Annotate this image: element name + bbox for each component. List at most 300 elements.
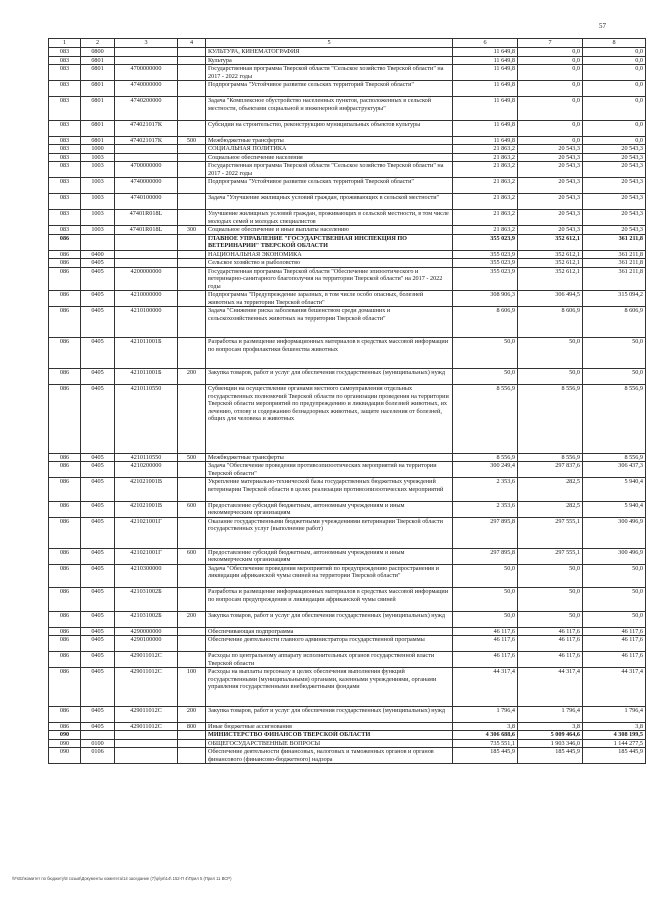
admin-code-cell: 086 bbox=[49, 385, 81, 454]
amount-2020-cell: 11 649,8 bbox=[453, 81, 518, 97]
footer-file-path: \\Fs02\комитет по бюджету\8 созыв\Документы комитета\14 заседание (7)\р\ув\14\ 152-П 4\Прил 5 (Прил 11 ВСР) bbox=[12, 876, 232, 881]
target-article-cell: 421011001Б bbox=[115, 369, 178, 385]
amount-2020-cell: 11 649,8 bbox=[453, 97, 518, 121]
description-cell: Оказание государственными бюджетными учреждениями ветеринарии Тверской области государственных услуг (выполнение работ) bbox=[206, 517, 453, 548]
description-cell: Закупка товаров, работ и услуг для обеспечения государственных (муниципальных) нужд bbox=[206, 706, 453, 722]
admin-code-cell: 086 bbox=[49, 706, 81, 722]
expense-type-cell bbox=[178, 250, 206, 259]
description-cell: Сельское хозяйство и рыболовство bbox=[206, 259, 453, 268]
admin-code-cell: 090 bbox=[49, 748, 81, 764]
table-row bbox=[49, 307, 646, 338]
section-code-cell: 0801 bbox=[81, 56, 115, 65]
target-article-cell bbox=[115, 56, 178, 65]
description-cell: Расходы по центральному аппарату исполнительных органов государственной власти Тверской области bbox=[206, 652, 453, 668]
target-article-cell: 4210100000 bbox=[115, 307, 178, 338]
section-code-cell bbox=[81, 234, 115, 250]
admin-code-cell: 083 bbox=[49, 210, 81, 226]
amount-2020-cell: 11 649,8 bbox=[453, 136, 518, 145]
description-cell: Социальное обеспечение и иные выплаты населению bbox=[206, 226, 453, 235]
amount-2022-cell: 50,0 bbox=[583, 338, 646, 369]
admin-code-cell: 086 bbox=[49, 517, 81, 548]
admin-code-cell: 086 bbox=[49, 291, 81, 307]
description-cell: Государственная программа Тверской области "Сельское хозяйство Тверской области" на 2017 - 2022 годы bbox=[206, 162, 453, 178]
admin-code-cell: 083 bbox=[49, 65, 81, 81]
amount-2021-cell: 5 009 464,6 bbox=[518, 731, 583, 740]
amount-2021-cell: 44 317,4 bbox=[518, 668, 583, 707]
section-code-cell: 0801 bbox=[81, 136, 115, 145]
expense-type-cell bbox=[178, 385, 206, 454]
expense-type-cell: 200 bbox=[178, 706, 206, 722]
expense-type-cell bbox=[178, 307, 206, 338]
target-article-cell bbox=[115, 259, 178, 268]
amount-2021-cell: 50,0 bbox=[518, 564, 583, 588]
amount-2021-cell: 0,0 bbox=[518, 56, 583, 65]
expense-type-cell: 500 bbox=[178, 453, 206, 462]
description-cell: Задача "Комплексное обустройство населенных пунктов, расположенных в сельской местности, объектами социальной и инженерной инфраструктуры" bbox=[206, 97, 453, 121]
target-article-cell bbox=[115, 48, 178, 57]
table-row bbox=[49, 668, 646, 707]
amount-2020-cell: 1 796,4 bbox=[453, 706, 518, 722]
section-code-cell: 0405 bbox=[81, 517, 115, 548]
amount-2020-cell: 355 023,9 bbox=[453, 234, 518, 250]
amount-2020-cell: 21 863,2 bbox=[453, 194, 518, 210]
description-cell: Закупка товаров, работ и услуг для обеспечения государственных (муниципальных) нужд bbox=[206, 611, 453, 627]
amount-2021-cell: 0,0 bbox=[518, 136, 583, 145]
amount-2020-cell: 2 353,6 bbox=[453, 501, 518, 517]
section-code-cell: 1003 bbox=[81, 162, 115, 178]
header-cell-8: 8 bbox=[583, 39, 646, 48]
amount-2021-cell: 185 445,9 bbox=[518, 748, 583, 764]
table-row bbox=[49, 259, 646, 268]
description-cell: МИНИСТЕРСТВО ФИНАНСОВ ТВЕРСКОЙ ОБЛАСТИ bbox=[206, 731, 453, 740]
expense-type-cell bbox=[178, 652, 206, 668]
header-cell-2: 2 bbox=[81, 39, 115, 48]
expense-type-cell bbox=[178, 478, 206, 502]
amount-2022-cell: 361 211,8 bbox=[583, 259, 646, 268]
table-row bbox=[49, 453, 646, 462]
target-article-cell bbox=[115, 748, 178, 764]
target-article-cell: 421021001В bbox=[115, 501, 178, 517]
amount-2021-cell: 282,5 bbox=[518, 478, 583, 502]
table-row bbox=[49, 291, 646, 307]
description-cell: Обеспечение деятельности финансовых, налоговых и таможенных органов и органов финансового (финансово-бюджетного) надзора bbox=[206, 748, 453, 764]
amount-2022-cell: 361 211,8 bbox=[583, 250, 646, 259]
amount-2020-cell: 21 863,2 bbox=[453, 145, 518, 154]
table-row bbox=[49, 81, 646, 97]
admin-code-cell: 086 bbox=[49, 564, 81, 588]
amount-2020-cell: 297 895,8 bbox=[453, 517, 518, 548]
table-row bbox=[49, 706, 646, 722]
target-article-cell: 429011012С bbox=[115, 668, 178, 707]
amount-2020-cell: 21 863,2 bbox=[453, 210, 518, 226]
expense-type-cell bbox=[178, 48, 206, 57]
section-code-cell: 0405 bbox=[81, 627, 115, 636]
target-article-cell: 47401R018L bbox=[115, 226, 178, 235]
description-cell: Межбюджетные трансферты bbox=[206, 453, 453, 462]
header-cell-5: 5 bbox=[206, 39, 453, 48]
amount-2022-cell: 300 496,9 bbox=[583, 548, 646, 564]
table-row bbox=[49, 369, 646, 385]
amount-2020-cell: 8 606,9 bbox=[453, 307, 518, 338]
amount-2021-cell: 8 556,9 bbox=[518, 385, 583, 454]
amount-2021-cell: 352 612,1 bbox=[518, 234, 583, 250]
amount-2021-cell: 352 612,1 bbox=[518, 250, 583, 259]
admin-code-cell: 086 bbox=[49, 478, 81, 502]
amount-2022-cell: 0,0 bbox=[583, 48, 646, 57]
target-article-cell: 421031002Б bbox=[115, 588, 178, 612]
target-article-cell: 4700000000 bbox=[115, 65, 178, 81]
admin-code-cell: 086 bbox=[49, 462, 81, 478]
target-article-cell: 421021001В bbox=[115, 478, 178, 502]
section-code-cell: 0405 bbox=[81, 636, 115, 652]
section-code-cell: 1003 bbox=[81, 226, 115, 235]
header-cell-3: 3 bbox=[115, 39, 178, 48]
section-code-cell: 1003 bbox=[81, 194, 115, 210]
amount-2021-cell: 20 543,3 bbox=[518, 145, 583, 154]
table-row bbox=[49, 267, 646, 291]
amount-2022-cell: 46 117,6 bbox=[583, 652, 646, 668]
section-code-cell: 0400 bbox=[81, 250, 115, 259]
description-cell: Задача "Улучшение жилищных условий граждан, проживающих в сельской местности" bbox=[206, 194, 453, 210]
admin-code-cell: 086 bbox=[49, 636, 81, 652]
target-article-cell: 429011012С bbox=[115, 722, 178, 731]
admin-code-cell: 083 bbox=[49, 56, 81, 65]
amount-2021-cell: 352 612,1 bbox=[518, 267, 583, 291]
target-article-cell: 4210200000 bbox=[115, 462, 178, 478]
target-article-cell bbox=[115, 731, 178, 740]
section-code-cell: 0405 bbox=[81, 385, 115, 454]
description-cell: ГЛАВНОЕ УПРАВЛЕНИЕ "ГОСУДАРСТВЕННАЯ ИНСПЕКЦИЯ ПО ВЕТЕРИНАРИИ" ТВЕРСКОЙ ОБЛАСТИ bbox=[206, 234, 453, 250]
table-header-row bbox=[49, 39, 646, 48]
target-article-cell: 4740100000 bbox=[115, 194, 178, 210]
target-article-cell: 47401R018L bbox=[115, 210, 178, 226]
amount-2021-cell: 297 555,1 bbox=[518, 517, 583, 548]
amount-2022-cell: 50,0 bbox=[583, 369, 646, 385]
section-code-cell: 0405 bbox=[81, 453, 115, 462]
target-article-cell bbox=[115, 234, 178, 250]
target-article-cell: 429011012С bbox=[115, 652, 178, 668]
expense-type-cell bbox=[178, 739, 206, 748]
amount-2020-cell: 46 117,6 bbox=[453, 652, 518, 668]
amount-2020-cell: 735 551,1 bbox=[453, 739, 518, 748]
table-row bbox=[49, 250, 646, 259]
amount-2021-cell: 282,5 bbox=[518, 501, 583, 517]
expense-type-cell bbox=[178, 267, 206, 291]
amount-2020-cell: 50,0 bbox=[453, 369, 518, 385]
header-cell-6: 6 bbox=[453, 39, 518, 48]
description-cell: Подпрограмма "Устойчивое развитие сельских территорий Тверской области" bbox=[206, 178, 453, 194]
section-code-cell: 0405 bbox=[81, 259, 115, 268]
expense-type-cell: 300 bbox=[178, 226, 206, 235]
amount-2020-cell: 300 249,4 bbox=[453, 462, 518, 478]
amount-2021-cell: 352 612,1 bbox=[518, 259, 583, 268]
target-article-cell: 4740000000 bbox=[115, 81, 178, 97]
section-code-cell: 0800 bbox=[81, 48, 115, 57]
section-code-cell: 0405 bbox=[81, 588, 115, 612]
table-row bbox=[49, 731, 646, 740]
amount-2022-cell: 50,0 bbox=[583, 588, 646, 612]
expense-type-cell bbox=[178, 178, 206, 194]
target-article-cell: 421021001Г bbox=[115, 517, 178, 548]
section-code-cell: 0405 bbox=[81, 706, 115, 722]
section-code-cell: 1003 bbox=[81, 153, 115, 162]
admin-code-cell: 086 bbox=[49, 501, 81, 517]
page-number: 57 bbox=[599, 22, 606, 30]
expense-type-cell bbox=[178, 56, 206, 65]
amount-2022-cell: 20 543,3 bbox=[583, 153, 646, 162]
amount-2022-cell: 20 543,3 bbox=[583, 178, 646, 194]
section-code-cell: 1003 bbox=[81, 210, 115, 226]
amount-2021-cell: 20 543,3 bbox=[518, 178, 583, 194]
section-code-cell: 0801 bbox=[81, 65, 115, 81]
table-row bbox=[49, 748, 646, 764]
table-row bbox=[49, 194, 646, 210]
amount-2020-cell: 21 863,2 bbox=[453, 226, 518, 235]
amount-2022-cell: 0,0 bbox=[583, 56, 646, 65]
amount-2020-cell: 4 306 688,6 bbox=[453, 731, 518, 740]
amount-2020-cell: 46 117,6 bbox=[453, 627, 518, 636]
amount-2022-cell: 361 211,8 bbox=[583, 267, 646, 291]
section-code-cell: 0801 bbox=[81, 97, 115, 121]
admin-code-cell: 083 bbox=[49, 194, 81, 210]
table-row bbox=[49, 462, 646, 478]
amount-2021-cell: 20 543,3 bbox=[518, 210, 583, 226]
admin-code-cell: 086 bbox=[49, 627, 81, 636]
table-row bbox=[49, 739, 646, 748]
amount-2021-cell: 0,0 bbox=[518, 97, 583, 121]
section-code-cell: 0106 bbox=[81, 748, 115, 764]
amount-2021-cell: 46 117,6 bbox=[518, 636, 583, 652]
budget-table-body bbox=[49, 39, 646, 764]
header-cell-1: 1 bbox=[49, 39, 81, 48]
amount-2022-cell: 0,0 bbox=[583, 120, 646, 136]
description-cell: Межбюджетные трансферты bbox=[206, 136, 453, 145]
target-article-cell: 421011001Б bbox=[115, 338, 178, 369]
expense-type-cell bbox=[178, 627, 206, 636]
amount-2021-cell: 50,0 bbox=[518, 611, 583, 627]
description-cell: НАЦИОНАЛЬНАЯ ЭКОНОМИКА bbox=[206, 250, 453, 259]
table-row bbox=[49, 136, 646, 145]
amount-2022-cell: 0,0 bbox=[583, 81, 646, 97]
table-row bbox=[49, 548, 646, 564]
table-row bbox=[49, 636, 646, 652]
description-cell: ОБЩЕГОСУДАРСТВЕННЫЕ ВОПРОСЫ bbox=[206, 739, 453, 748]
table-row bbox=[49, 478, 646, 502]
amount-2022-cell: 20 543,3 bbox=[583, 194, 646, 210]
description-cell: Задача "Обеспечение проведения противоэпизоотических мероприятий на территории Тверской области" bbox=[206, 462, 453, 478]
amount-2022-cell: 185 445,9 bbox=[583, 748, 646, 764]
section-code-cell: 1003 bbox=[81, 178, 115, 194]
amount-2021-cell: 20 543,3 bbox=[518, 162, 583, 178]
amount-2022-cell: 1 144 277,5 bbox=[583, 739, 646, 748]
amount-2022-cell: 3,8 bbox=[583, 722, 646, 731]
target-article-cell: 4200000000 bbox=[115, 267, 178, 291]
section-code-cell: 0405 bbox=[81, 307, 115, 338]
table-row bbox=[49, 120, 646, 136]
admin-code-cell: 083 bbox=[49, 162, 81, 178]
amount-2022-cell: 300 496,9 bbox=[583, 517, 646, 548]
amount-2020-cell: 297 895,8 bbox=[453, 548, 518, 564]
table-row bbox=[49, 153, 646, 162]
amount-2022-cell: 46 117,6 bbox=[583, 636, 646, 652]
table-row bbox=[49, 627, 646, 636]
expense-type-cell: 200 bbox=[178, 369, 206, 385]
table-row bbox=[49, 385, 646, 454]
amount-2022-cell: 20 543,3 bbox=[583, 145, 646, 154]
expense-type-cell bbox=[178, 234, 206, 250]
section-code-cell: 0100 bbox=[81, 739, 115, 748]
admin-code-cell: 083 bbox=[49, 81, 81, 97]
target-article-cell: 4210110550 bbox=[115, 385, 178, 454]
target-article-cell: 4700000000 bbox=[115, 162, 178, 178]
amount-2021-cell: 50,0 bbox=[518, 338, 583, 369]
amount-2020-cell: 308 906,3 bbox=[453, 291, 518, 307]
expense-type-cell: 600 bbox=[178, 548, 206, 564]
section-code-cell: 0405 bbox=[81, 722, 115, 731]
expense-type-cell bbox=[178, 748, 206, 764]
target-article-cell bbox=[115, 145, 178, 154]
description-cell: Улучшение жилищных условий граждан, проживающих в сельской местности, в том числе молодых семей и молодых специалистов bbox=[206, 210, 453, 226]
amount-2020-cell: 21 863,2 bbox=[453, 162, 518, 178]
expense-type-cell bbox=[178, 291, 206, 307]
section-code-cell bbox=[81, 731, 115, 740]
amount-2022-cell: 20 543,3 bbox=[583, 162, 646, 178]
amount-2021-cell: 20 543,3 bbox=[518, 226, 583, 235]
table-row bbox=[49, 226, 646, 235]
section-code-cell: 0405 bbox=[81, 267, 115, 291]
amount-2020-cell: 185 445,9 bbox=[453, 748, 518, 764]
table-row bbox=[49, 65, 646, 81]
target-article-cell bbox=[115, 739, 178, 748]
target-article-cell: 421021001Г bbox=[115, 548, 178, 564]
amount-2021-cell: 3,8 bbox=[518, 722, 583, 731]
section-code-cell: 0405 bbox=[81, 478, 115, 502]
amount-2021-cell: 20 543,3 bbox=[518, 194, 583, 210]
admin-code-cell: 086 bbox=[49, 611, 81, 627]
expense-type-cell bbox=[178, 731, 206, 740]
description-cell: Государственная программа Тверской области "Обеспечение эпизоотического и ветеринарно-санитарного благополучия на территории Тверской области" на 2017 - 2022 годы bbox=[206, 267, 453, 291]
admin-code-cell: 083 bbox=[49, 226, 81, 235]
target-article-cell: 4290100000 bbox=[115, 636, 178, 652]
table-row bbox=[49, 338, 646, 369]
description-cell: Субсидии на строительство, реконструкцию муниципальных объектов культуры bbox=[206, 120, 453, 136]
table-row bbox=[49, 517, 646, 548]
amount-2022-cell: 44 317,4 bbox=[583, 668, 646, 707]
expense-type-cell bbox=[178, 120, 206, 136]
description-cell: Субвенции на осуществление органами местного самоуправления отдельных государственных полномочий Тверской области по организации проведения на территории Тверской области мероприятий по предупреждению и ликвидации болезней животных, их лечению, отлову и содержанию безнадзорных животных, защите населения от болезней, общих для человека и животных bbox=[206, 385, 453, 454]
expense-type-cell bbox=[178, 162, 206, 178]
header-cell-7: 7 bbox=[518, 39, 583, 48]
description-cell: Подпрограмма "Предупреждение заразных, в том числе особо опасных, болезней животных на территории Тверской области" bbox=[206, 291, 453, 307]
admin-code-cell: 086 bbox=[49, 722, 81, 731]
admin-code-cell: 083 bbox=[49, 97, 81, 121]
amount-2021-cell: 50,0 bbox=[518, 588, 583, 612]
section-code-cell: 0405 bbox=[81, 668, 115, 707]
amount-2022-cell: 0,0 bbox=[583, 65, 646, 81]
amount-2020-cell: 3,8 bbox=[453, 722, 518, 731]
budget-table bbox=[48, 38, 646, 764]
admin-code-cell: 086 bbox=[49, 234, 81, 250]
amount-2021-cell: 8 556,9 bbox=[518, 453, 583, 462]
amount-2021-cell: 0,0 bbox=[518, 81, 583, 97]
amount-2020-cell: 11 649,8 bbox=[453, 56, 518, 65]
admin-code-cell: 083 bbox=[49, 153, 81, 162]
amount-2020-cell: 11 649,8 bbox=[453, 65, 518, 81]
description-cell: Обеспечение деятельности главного администратора государственной программы bbox=[206, 636, 453, 652]
target-article-cell: 4210110550 bbox=[115, 453, 178, 462]
header-cell-4: 4 bbox=[178, 39, 206, 48]
amount-2022-cell: 315 094,2 bbox=[583, 291, 646, 307]
amount-2020-cell: 355 023,9 bbox=[453, 259, 518, 268]
table-row bbox=[49, 722, 646, 731]
amount-2020-cell: 11 649,8 bbox=[453, 48, 518, 57]
amount-2020-cell: 21 863,2 bbox=[453, 178, 518, 194]
section-code-cell: 0405 bbox=[81, 338, 115, 369]
expense-type-cell bbox=[178, 564, 206, 588]
expense-type-cell: 100 bbox=[178, 668, 206, 707]
section-code-cell: 0405 bbox=[81, 501, 115, 517]
expense-type-cell bbox=[178, 338, 206, 369]
amount-2022-cell: 8 556,9 bbox=[583, 453, 646, 462]
section-code-cell: 0801 bbox=[81, 81, 115, 97]
expense-type-cell bbox=[178, 462, 206, 478]
description-cell: Задача "Снижение риска заболевания бешенством среди домашних и сельскохозяйственных животных на территории Тверской области" bbox=[206, 307, 453, 338]
admin-code-cell: 086 bbox=[49, 267, 81, 291]
expense-type-cell bbox=[178, 636, 206, 652]
admin-code-cell: 086 bbox=[49, 307, 81, 338]
admin-code-cell: 090 bbox=[49, 739, 81, 748]
section-code-cell: 0405 bbox=[81, 369, 115, 385]
amount-2020-cell: 8 556,9 bbox=[453, 385, 518, 454]
section-code-cell: 1000 bbox=[81, 145, 115, 154]
admin-code-cell: 086 bbox=[49, 250, 81, 259]
description-cell: Задача "Обеспечение проведения мероприятий по предупреждению распространения и ликвидации африканской чумы свиней на территории Тверской области" bbox=[206, 564, 453, 588]
amount-2020-cell: 21 863,2 bbox=[453, 153, 518, 162]
amount-2020-cell: 46 117,6 bbox=[453, 636, 518, 652]
amount-2021-cell: 20 543,3 bbox=[518, 153, 583, 162]
amount-2020-cell: 50,0 bbox=[453, 588, 518, 612]
amount-2021-cell: 46 117,6 bbox=[518, 627, 583, 636]
section-code-cell: 0801 bbox=[81, 120, 115, 136]
amount-2022-cell: 361 211,8 bbox=[583, 234, 646, 250]
amount-2022-cell: 46 117,6 bbox=[583, 627, 646, 636]
section-code-cell: 0405 bbox=[81, 611, 115, 627]
target-article-cell: 421031002Б bbox=[115, 611, 178, 627]
table-row bbox=[49, 588, 646, 612]
amount-2022-cell: 8 556,9 bbox=[583, 385, 646, 454]
admin-code-cell: 083 bbox=[49, 48, 81, 57]
amount-2022-cell: 20 543,3 bbox=[583, 226, 646, 235]
amount-2021-cell: 0,0 bbox=[518, 48, 583, 57]
amount-2021-cell: 297 555,1 bbox=[518, 548, 583, 564]
description-cell: Социальное обеспечение населения bbox=[206, 153, 453, 162]
target-article-cell: 429011012С bbox=[115, 706, 178, 722]
expense-type-cell bbox=[178, 259, 206, 268]
amount-2020-cell: 355 023,9 bbox=[453, 267, 518, 291]
description-cell: Укрепление материально-технической базы государственных бюджетных учреждений ветеринарии Тверской области в целях реализации противоэпизоотических мероприятий bbox=[206, 478, 453, 502]
amount-2021-cell: 0,0 bbox=[518, 120, 583, 136]
expense-type-cell bbox=[178, 588, 206, 612]
expense-type-cell: 600 bbox=[178, 501, 206, 517]
admin-code-cell: 083 bbox=[49, 178, 81, 194]
amount-2020-cell: 8 556,9 bbox=[453, 453, 518, 462]
description-cell: Культура bbox=[206, 56, 453, 65]
admin-code-cell: 086 bbox=[49, 652, 81, 668]
expense-type-cell bbox=[178, 153, 206, 162]
target-article-cell: 4210000000 bbox=[115, 291, 178, 307]
amount-2021-cell: 1 903 346,0 bbox=[518, 739, 583, 748]
admin-code-cell: 086 bbox=[49, 588, 81, 612]
